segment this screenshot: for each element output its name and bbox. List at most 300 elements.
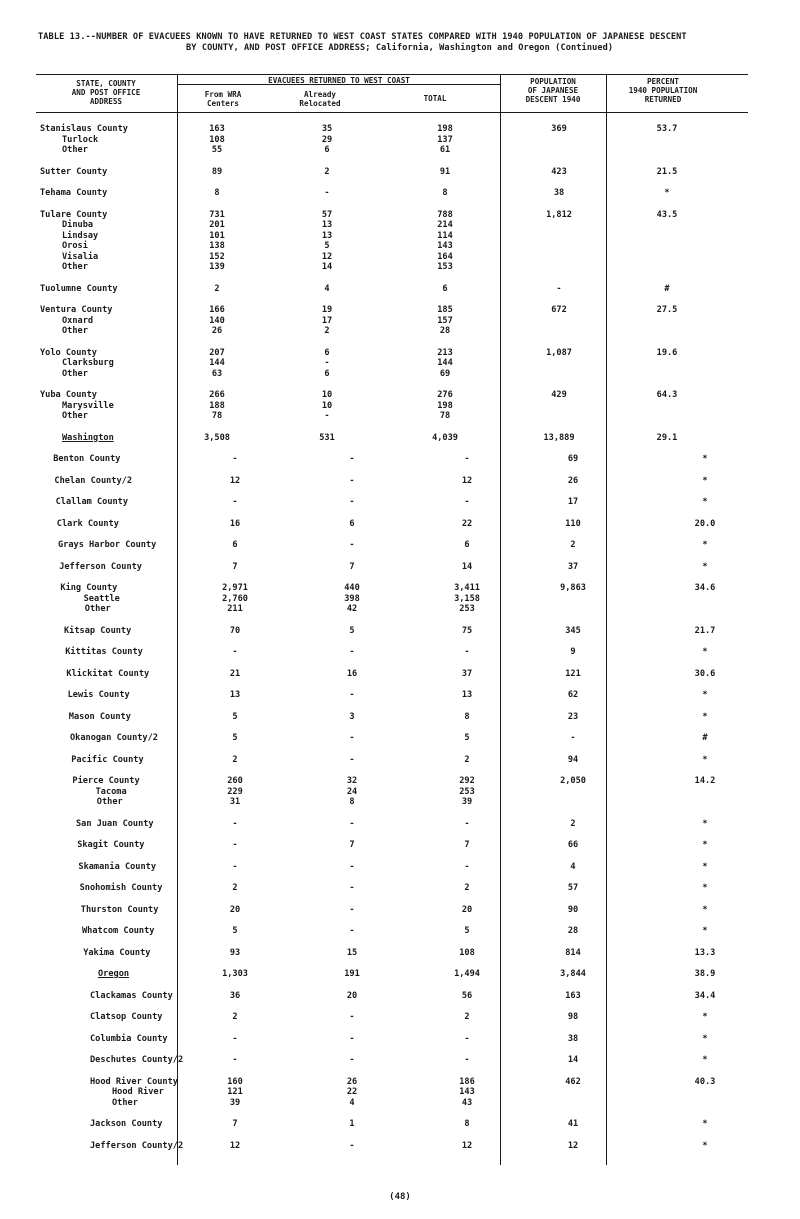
row-label: Clackamas County (90, 990, 173, 1001)
cell-wra: 16 (229, 518, 241, 529)
cell-rel: 4 (349, 1097, 355, 1108)
cell-pct: * (702, 711, 708, 722)
cell-total: 2 (464, 754, 470, 765)
cell-rel: 15 (346, 947, 358, 958)
cell-pop: 345 (565, 625, 581, 636)
cell-wra: 12 (229, 475, 241, 486)
cell-wra: 121 (227, 1087, 243, 1097)
header-state-county-line-2: AND POST OFFICE (71, 88, 141, 97)
row-label: Pacific County (71, 754, 144, 765)
caption-line-1: TABLE 13.--NUMBER OF EVACUEES KNOWN TO HAVE RETURNED TO WEST COAST STATES COMPARED WITH 1940 POPULATION OF JAPANESE DESCENT (38, 32, 687, 42)
cell-wra: - (232, 647, 238, 657)
cell-total: 91 (439, 166, 451, 177)
cell-total: - (464, 1055, 470, 1065)
cell-wra: 7 (232, 1119, 238, 1129)
cell-rel: 5 (349, 625, 355, 636)
cell-pct: 34.6 (694, 583, 716, 593)
cell-wra: 7 (232, 561, 238, 572)
cell-pct: * (702, 926, 708, 936)
cell-wra: 2 (232, 754, 238, 765)
row-label: Orosi (62, 241, 88, 251)
cell-pop: 2 (570, 818, 576, 829)
cell-pop: 94 (567, 754, 579, 765)
cell-rel: - (349, 733, 355, 743)
caption-line-2: BY COUNTY, AND POST OFFICE ADDRESS; California, Washington and Oregon (Continued) (186, 43, 614, 53)
cell-wra: 13 (229, 690, 241, 700)
cell-wra: - (232, 497, 238, 507)
cell-pop: 3,844 (560, 969, 586, 979)
row-label: Jackson County (90, 1119, 163, 1129)
cell-wra: 3,508 (204, 432, 230, 443)
header-evacuees-group: EVACUEES RETURNED TO WEST COAST (268, 76, 410, 85)
cell-wra: 78 (211, 411, 223, 421)
cell-rel: - (324, 411, 330, 421)
cell-rel: 6 (349, 518, 355, 529)
cell-total: 6 (442, 283, 448, 294)
cell-total: 153 (437, 262, 453, 272)
cell-rel: 398 (344, 593, 360, 604)
cell-pop: 41 (567, 1119, 579, 1129)
cell-pop: 26 (567, 475, 579, 486)
cell-rel: - (349, 926, 355, 936)
cell-pct: 30.6 (694, 668, 716, 679)
cell-wra: 201 (209, 220, 225, 230)
cell-wra: - (232, 1033, 238, 1044)
row-label: Other (62, 368, 88, 379)
cell-total: 108 (459, 947, 475, 958)
row-label: Marysville (62, 400, 114, 411)
row-label: Visalia (62, 251, 99, 262)
cell-pop: 12 (567, 1140, 579, 1151)
cell-wra: 2 (232, 883, 238, 893)
cell-total: 5 (464, 733, 470, 743)
cell-total: 78 (439, 411, 451, 421)
cell-wra: 21 (229, 668, 241, 679)
cell-wra: 36 (229, 990, 241, 1001)
cell-pop: 121 (565, 668, 581, 679)
cell-rel: 8 (349, 797, 355, 807)
row-label: Dinuba (62, 220, 94, 230)
cell-pct: # (664, 283, 670, 294)
cell-wra: 6 (232, 540, 238, 550)
cell-wra: - (232, 454, 238, 464)
cell-total: 43 (461, 1097, 473, 1108)
cell-pct: 64.3 (656, 390, 678, 400)
cell-rel: - (349, 497, 355, 507)
row-label: San Juan County (76, 818, 154, 829)
cell-pct: 14.2 (694, 776, 716, 786)
cell-rel: 1 (349, 1119, 355, 1129)
cell-rel: - (349, 818, 355, 829)
row-label: Snohomish County (79, 883, 163, 893)
cell-wra: 266 (209, 390, 225, 400)
cell-wra: 1,303 (222, 969, 248, 979)
cell-total: 1,494 (454, 969, 480, 979)
cell-rel: 42 (346, 604, 358, 614)
cell-wra: 63 (211, 368, 223, 379)
row-label: Kitsap County (64, 625, 132, 636)
cell-total: 69 (439, 368, 451, 379)
cell-total: 253 (459, 786, 475, 797)
cell-rel: 6 (324, 145, 330, 155)
cell-total: 198 (437, 124, 453, 134)
cell-total: 56 (461, 990, 473, 1001)
cell-total: - (464, 454, 470, 464)
cell-total: 5 (464, 926, 470, 936)
row-label: Benton County (53, 454, 121, 464)
row-label: Tulare County (40, 209, 108, 220)
cell-rel: - (349, 690, 355, 700)
cell-pct: * (702, 754, 708, 765)
row-label: Stanislaus County (40, 124, 128, 134)
row-label: Oxnard (62, 315, 94, 326)
cell-rel: 531 (319, 432, 335, 443)
row-label: Okanogan County/2 (70, 733, 158, 743)
cell-rel: - (349, 454, 355, 464)
cell-total: 114 (437, 230, 453, 241)
cell-total: 75 (461, 625, 473, 636)
header-percent-line-2: 1940 POPULATION (628, 86, 698, 95)
cell-wra: 211 (227, 604, 243, 614)
cell-rel: 5 (324, 241, 330, 251)
cell-pct: 20.0 (694, 518, 716, 529)
row-label: Washington (62, 432, 114, 443)
cell-rel: 2 (324, 166, 330, 177)
header-state-county-line-1: STATE, COUNTY (76, 79, 136, 88)
cell-pop: 9,863 (560, 583, 586, 593)
cell-pct: 21.7 (694, 625, 716, 636)
cell-rel: - (324, 358, 330, 368)
cell-rel: 440 (344, 583, 360, 593)
cell-pop: 28 (567, 926, 579, 936)
cell-pop: - (570, 733, 576, 743)
cell-rel: - (349, 904, 355, 915)
cell-rel: - (349, 1140, 355, 1151)
cell-rel: 7 (349, 561, 355, 572)
cell-wra: 8 (214, 188, 220, 198)
cell-rel: - (324, 188, 330, 198)
cell-wra: 163 (209, 124, 225, 134)
cell-total: 276 (437, 390, 453, 400)
cell-rel: 29 (321, 134, 333, 145)
cell-total: 20 (461, 904, 473, 915)
cell-pct: * (702, 1140, 708, 1151)
cell-wra: 2 (232, 1012, 238, 1022)
cell-total: 214 (437, 220, 453, 230)
cell-pct: * (702, 561, 708, 572)
cell-pct: * (702, 690, 708, 700)
cell-rel: 57 (321, 209, 333, 220)
cell-pct: 21.5 (656, 166, 678, 177)
cell-pop: 69 (567, 454, 579, 464)
cell-total: 2 (464, 883, 470, 893)
cell-total: 8 (442, 188, 448, 198)
row-label: Kittitas County (65, 647, 143, 657)
cell-pct: * (702, 818, 708, 829)
cell-wra: 12 (229, 1140, 241, 1151)
cell-pop: 1,812 (546, 209, 572, 220)
cell-wra: 31 (229, 797, 241, 807)
row-label: Skagit County (77, 840, 145, 850)
cell-wra: 166 (209, 305, 225, 315)
header-population-line-2: OF JAPANESE (527, 86, 579, 95)
cell-total: 143 (459, 1087, 475, 1097)
row-label: Other (62, 145, 88, 155)
cell-pct: * (702, 883, 708, 893)
cell-pct: * (702, 861, 708, 872)
cell-rel: - (349, 754, 355, 765)
row-label: Jefferson County (59, 561, 142, 572)
cell-total: 143 (437, 241, 453, 251)
row-label: Oregon (98, 969, 130, 979)
cell-wra: 152 (209, 251, 225, 262)
row-label: Yakima County (83, 947, 151, 958)
cell-total: 8 (464, 711, 470, 722)
cell-pct: * (702, 1012, 708, 1022)
header-already-relocated-line-1: Already (303, 90, 336, 99)
row-label: Other (62, 262, 88, 272)
cell-total: - (464, 1033, 470, 1044)
cell-pop: 37 (567, 561, 579, 572)
cell-pct: 13.3 (694, 947, 716, 958)
row-label: Turlock (62, 134, 99, 145)
cell-wra: 731 (209, 209, 225, 220)
cell-wra: 20 (229, 904, 241, 915)
cell-total: 6 (464, 540, 470, 550)
cell-wra: 207 (209, 347, 225, 358)
row-label: Deschutes County/2 (90, 1055, 184, 1065)
row-label: Hood River (112, 1087, 164, 1097)
cell-wra: 5 (232, 711, 238, 722)
cell-rel: - (349, 1033, 355, 1044)
cell-wra: 229 (227, 786, 243, 797)
cell-pct: 29.1 (656, 432, 678, 443)
cell-wra: 144 (209, 358, 225, 368)
cell-pct: 43.5 (656, 209, 678, 220)
cell-wra: 93 (229, 947, 241, 958)
cell-rel: 13 (321, 220, 333, 230)
cell-total: 198 (437, 400, 453, 411)
header-from-wra-line-2: Centers (206, 99, 239, 108)
cell-total: 164 (437, 251, 453, 262)
row-label: Pierce County (72, 776, 140, 786)
cell-rel: - (349, 647, 355, 657)
cell-rel: 35 (321, 124, 333, 134)
cell-pop: 429 (551, 390, 567, 400)
row-label: Sutter County (40, 166, 108, 177)
cell-wra: 108 (209, 134, 225, 145)
cell-rel: 16 (346, 668, 358, 679)
row-label: Yuba County (40, 390, 97, 400)
cell-pop: - (556, 283, 562, 294)
row-label: Hood River County (90, 1076, 178, 1087)
cell-wra: 2,971 (222, 583, 248, 593)
page-number: (48) (389, 1192, 411, 1202)
cell-rel: 10 (321, 400, 333, 411)
cell-rel: 6 (324, 347, 330, 358)
cell-total: 61 (439, 145, 451, 155)
row-label: Jefferson County/2 (90, 1140, 184, 1151)
row-label: Ventura County (40, 305, 113, 315)
cell-rel: 20 (346, 990, 358, 1001)
cell-wra: - (232, 818, 238, 829)
cell-pop: 17 (567, 497, 579, 507)
cell-pop: 9 (570, 647, 576, 657)
cell-rel: - (349, 861, 355, 872)
cell-pop: 2,050 (560, 776, 586, 786)
row-label: Clarksburg (62, 358, 114, 368)
cell-total: 292 (459, 776, 475, 786)
cell-pop: 814 (565, 947, 581, 958)
cell-wra: 2 (214, 283, 220, 294)
cell-total: 185 (437, 305, 453, 315)
cell-pct: 53.7 (656, 124, 678, 134)
cell-wra: 89 (211, 166, 223, 177)
cell-pop: 66 (567, 840, 579, 850)
cell-pop: 57 (567, 883, 579, 893)
cell-pop: 163 (565, 990, 581, 1001)
cell-pop: 1,087 (546, 347, 572, 358)
cell-total: 253 (459, 604, 475, 614)
cell-pct: 34.4 (694, 990, 716, 1001)
cell-pct: * (702, 904, 708, 915)
cell-total: 14 (461, 561, 473, 572)
cell-pct: * (702, 540, 708, 550)
cell-rel: - (349, 883, 355, 893)
cell-pop: 98 (567, 1012, 579, 1022)
header-population-line-3: DESCENT 1940 (525, 95, 581, 104)
cell-total: 186 (459, 1076, 475, 1087)
row-label: Columbia County (90, 1033, 168, 1044)
row-label: Tehama County (40, 188, 108, 198)
row-label: Whatcom County (82, 926, 155, 936)
cell-total: 22 (461, 518, 473, 529)
row-label: Tuolumne County (40, 283, 118, 294)
cell-pct: 38.9 (694, 969, 716, 979)
cell-rel: 17 (321, 315, 333, 326)
row-label: Chelan County/2 (54, 475, 132, 486)
cell-rel: 191 (344, 969, 360, 979)
cell-rel: 7 (349, 840, 355, 850)
cell-pop: 369 (551, 124, 567, 134)
cell-rel: 32 (346, 776, 358, 786)
cell-wra: - (232, 840, 238, 850)
cell-pct: * (702, 497, 708, 507)
cell-rel: 19 (321, 305, 333, 315)
cell-pct: * (702, 454, 708, 464)
cell-pct: * (702, 647, 708, 657)
cell-pop: 13,889 (543, 432, 575, 443)
cell-rel: 4 (324, 283, 330, 294)
cell-wra: 26 (211, 326, 223, 336)
row-label: Other (96, 797, 123, 807)
cell-pop: 38 (553, 188, 565, 198)
cell-rel: 3 (349, 711, 355, 722)
cell-pop: 462 (565, 1076, 581, 1087)
header-population-line-1: POPULATION (530, 77, 576, 86)
cell-rel: 14 (321, 262, 333, 272)
cell-pop: 62 (567, 690, 579, 700)
row-label: Yolo County (40, 347, 97, 358)
cell-pop: 38 (567, 1033, 579, 1044)
cell-rel: - (349, 1012, 355, 1022)
cell-total: 8 (464, 1119, 470, 1129)
cell-wra: 39 (229, 1097, 241, 1108)
row-label: Other (84, 604, 111, 614)
cell-rel: 2 (324, 326, 330, 336)
cell-wra: 139 (209, 262, 225, 272)
cell-rel: 12 (321, 251, 333, 262)
cell-rel: 24 (346, 786, 358, 797)
cell-total: 3,411 (454, 583, 480, 593)
cell-pct: * (702, 1033, 708, 1044)
cell-total: 4,039 (432, 432, 458, 443)
cell-wra: 140 (209, 315, 225, 326)
cell-total: 788 (437, 209, 453, 220)
cell-pct: * (664, 188, 670, 198)
cell-rel: 13 (321, 230, 333, 241)
cell-wra: - (232, 1055, 238, 1065)
cell-total: 37 (461, 668, 473, 679)
cell-total: 144 (437, 358, 453, 368)
row-label: King County (60, 583, 118, 593)
cell-total: 157 (437, 315, 453, 326)
cell-total: 2 (464, 1012, 470, 1022)
cell-total: 3,158 (454, 593, 480, 604)
cell-pct: * (702, 840, 708, 850)
row-label: Clatsop County (90, 1012, 163, 1022)
cell-wra: 101 (209, 230, 225, 241)
cell-pop: 2 (570, 540, 576, 550)
cell-wra: - (232, 861, 238, 872)
cell-rel: 26 (346, 1076, 358, 1087)
row-label: Clark County (56, 518, 119, 529)
row-label: Lindsay (62, 230, 99, 241)
header-percent-line-3: RETURNED (644, 95, 682, 104)
cell-wra: 5 (232, 733, 238, 743)
cell-rel: - (349, 475, 355, 486)
row-label: Grays Harbor County (58, 540, 157, 550)
cell-pct: 19.6 (656, 347, 678, 358)
header-from-wra-line-1: From WRA (204, 90, 242, 99)
cell-total: 12 (461, 475, 473, 486)
row-label: Tacoma (95, 786, 127, 797)
row-label: Other (62, 411, 88, 421)
cell-pct: * (702, 475, 708, 486)
cell-pop: 90 (567, 904, 579, 915)
cell-pct: 40.3 (694, 1076, 716, 1087)
cell-rel: 10 (321, 390, 333, 400)
cell-pop: 672 (551, 305, 567, 315)
cell-wra: 260 (227, 776, 243, 786)
cell-wra: 160 (227, 1076, 243, 1087)
cell-pop: 14 (567, 1055, 579, 1065)
row-label: Lewis County (67, 690, 130, 700)
cell-total: 39 (461, 797, 473, 807)
cell-rel: 22 (346, 1087, 358, 1097)
cell-pct: * (702, 1119, 708, 1129)
cell-total: 28 (439, 326, 451, 336)
cell-total: 137 (437, 134, 453, 145)
cell-total: 12 (461, 1140, 473, 1151)
cell-pct: # (702, 733, 708, 743)
row-label: Other (112, 1097, 138, 1108)
cell-wra: 2,760 (222, 593, 248, 604)
header-total: TOTAL (423, 94, 447, 103)
cell-total: 7 (464, 840, 470, 850)
cell-rel: - (349, 540, 355, 550)
header-state-county-line-3: ADDRESS (89, 97, 122, 106)
